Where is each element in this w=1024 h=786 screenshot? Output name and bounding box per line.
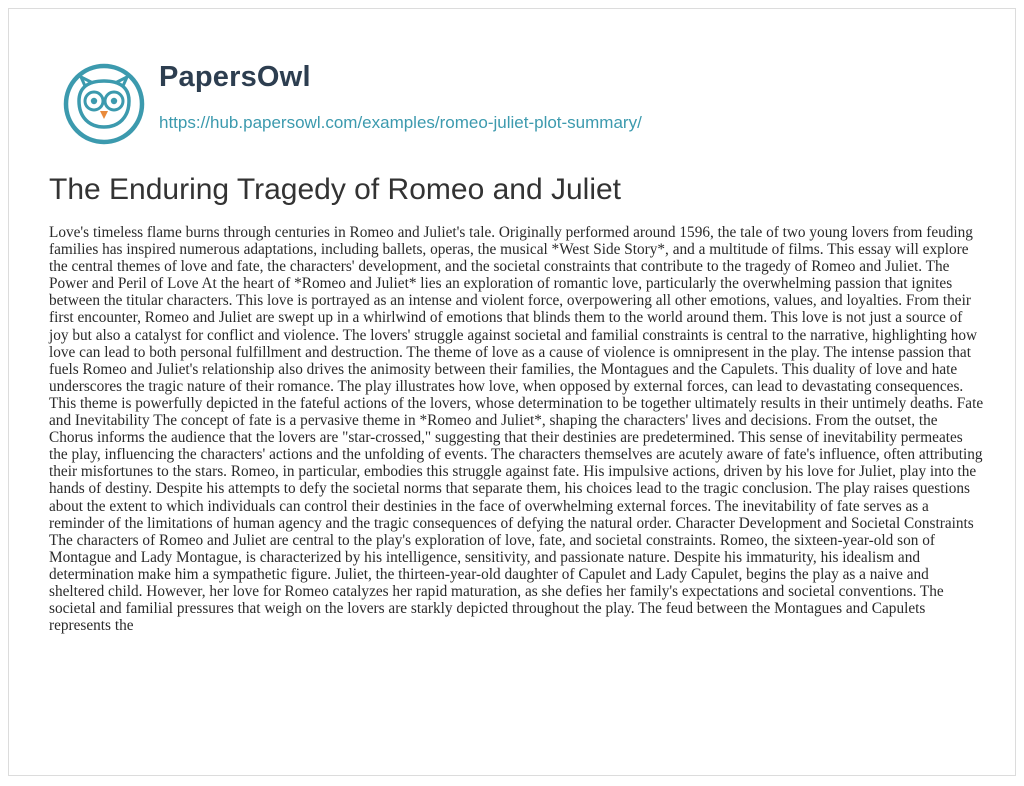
header xyxy=(51,43,951,143)
document-title: The Enduring Tragedy of Romeo and Juliet xyxy=(49,173,622,206)
owl-logo-icon xyxy=(61,61,147,147)
document-body: Love's timeless flame burns through centuries in Romeo and Juliet's tale. Originally performed around 1596, the tale of two young lovers from feuding families has inspired numerous adaptations, including ballets, operas, the musical *West Side Story*, and a multitude of films. This essay will explore the central themes of love and fate, the characters' development, and the societal constraints that contribute to the tragedy of Romeo and Juliet. The Power and Peril of Love At the heart of *Romeo and Juliet* lies an exploration of romantic love, particularly the overwhelming passion that ignites between the titular characters. This love is portrayed as an intense and violent force, overpowering all other emotions, values, and loyalties. From their first encounter, Romeo and Juliet are swept up in a whirlwind of emotions that blinds them to the world around them. This love is not just a source of joy but also a catalyst for conflict and violence. The lovers' struggle against societal and familial constraints is central to the narrative, highlighting how love can lead to both personal fulfillment and destruction. The theme of love as a cause of violence is omnipresent in the play. The intense passion that fuels Romeo and Juliet's relationship also drives the animosity between their families, the Montagues and the Capulets. This duality of love and hate underscores the tragic nature of their romance. The play illustrates how love, when opposed by external forces, can lead to devastating consequences. This theme is powerfully depicted in the fateful actions of the lovers, whose determination to be together ultimately results in their untimely deaths. Fate and Inevitability The concept of fate is a pervasive theme in *Romeo and Juliet*, shaping the characters' lives and decisions. From the outset, the Chorus informs the audience that the lovers are "star-crossed," suggesting that their destinies are predetermined. This sense of inevitability permeates the play, influencing the characters' actions and the unfolding of events. The characters themselves are acutely aware of fate's influence, often attributing their misfortunes to the stars. Romeo, in particular, embodies this struggle against fate. His impulsive actions, driven by his love for Juliet, play into the hands of destiny. Despite his attempts to defy the societal norms that separate them, his choices lead to the tragic conclusion. The play raises questions about the extent to which individuals can control their destinies in the face of overwhelming external forces. The inevitability of fate serves as a reminder of the limitations of human agency and the tragic consequences of defying the natural order. Character Development and Societal Constraints The characters of Romeo and Juliet are central to the play's exploration of love, fate, and societal constraints. Romeo, the sixteen-year-old son of Montague and Lady Montague, is characterized by his intelligence, sensitivity, and passionate nature. Despite his immaturity, his idealism and determination make him a sympathetic figure. Juliet, the thirteen-year-old daughter of Capulet and Lady Capulet, begins the play as a naive and sheltered child. However, her love for Romeo catalyzes her rapid maturation, as she defies her family's expectations and societal conventions. The societal and familial pressures that weigh on the lovers are starkly depicted throughout the play. The feud between the Montagues and Capulets represents the xyxy=(49,224,984,635)
document-page xyxy=(8,8,1016,776)
brand-name: PapersOwl xyxy=(159,61,311,93)
source-url-link[interactable]: https://hub.papersowl.com/examples/romeo-juliet-plot-summary/ xyxy=(159,113,642,132)
